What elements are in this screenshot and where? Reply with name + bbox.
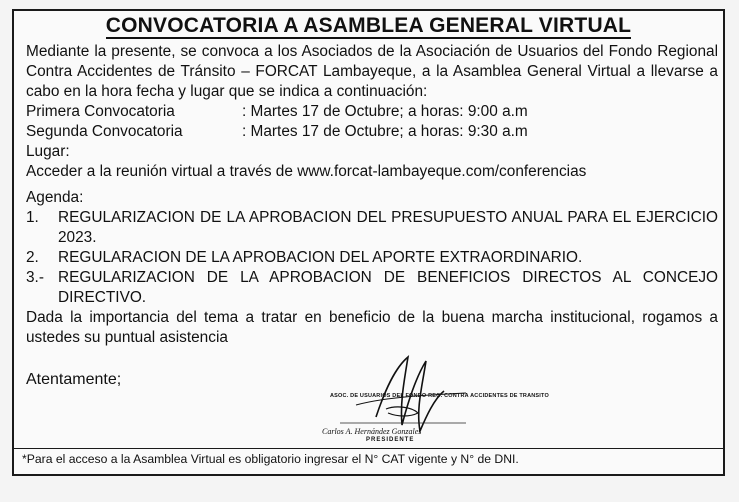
notice-frame xyxy=(12,9,725,476)
agenda-number: 2. xyxy=(26,249,39,266)
schedule-row-1 xyxy=(26,102,718,122)
schedule-label: Segunda Convocatoria xyxy=(26,123,183,140)
schedule-label: Primera Convocatoria xyxy=(26,103,175,120)
schedule-row-2 xyxy=(26,122,718,142)
agenda-item xyxy=(26,248,718,268)
agenda-text: REGULARIZACION DE LA APROBACION DEL PRESUPUESTO ANUAL PARA EL EJERCICIO 2023. xyxy=(58,209,718,246)
schedule-value: : Martes 17 de Octubre; a horas: 9:00 a.m xyxy=(242,103,528,120)
farewell-text: Atentamente; xyxy=(26,371,122,388)
lugar-text: Acceder a la reunión virtual a través de www.forcat-lambayeque.com/conferencias xyxy=(26,163,587,180)
schedule-value: : Martes 17 de Octubre; a horas: 9:30 a.m xyxy=(242,123,528,140)
page-title: CONVOCATORIA A ASAMBLEA GENERAL VIRTUAL xyxy=(105,14,632,37)
agenda-item xyxy=(26,208,718,248)
agenda-label: Agenda: xyxy=(26,189,84,206)
agenda-number: 3.- xyxy=(26,269,44,286)
closing-paragraph: Dada la importancia del tema a tratar en beneficio de la buena marcha institucional, rogamos a ustedes su puntual asistencia xyxy=(26,309,718,346)
agenda-item xyxy=(26,268,718,308)
signature-name: Carlos A. Hernández Gonzales xyxy=(322,427,422,436)
footer-note: *Para el acceso a la Asamblea Virtual es obligatorio ingresar el N° CAT vigente y N° de DNI. xyxy=(22,452,519,466)
agenda-text: REGULARACION DE LA APROBACION DEL APORTE EXTRAORDINARIO. xyxy=(58,249,583,266)
lugar-label: Lugar: xyxy=(26,143,70,160)
agenda-number: 1. xyxy=(26,209,39,226)
signature-org: ASOC. DE USUARIOS DEL FONDO REG. CONTRA ACCIDENTES DE TRANSITO xyxy=(330,393,549,399)
signature-area xyxy=(26,369,718,449)
intro-paragraph: Mediante la presente, se convoca a los Asociados de la Asociación de Usuarios del Fondo Regional Contra Accidentes de Tránsito – FORCAT Lambayeque, a la Asamblea General Virtual a llevarse a cabo en la hora fecha y lugar que se indica a continuación: xyxy=(26,43,718,100)
signature-role: PRESIDENTE xyxy=(366,437,415,443)
footer-divider xyxy=(14,448,723,449)
agenda-text: REGULARIZACION DE LA APROBACION DE BENEFICIOS DIRECTOS AL CONCEJO DIRECTIVO. xyxy=(58,269,718,306)
notice-body xyxy=(26,42,718,348)
